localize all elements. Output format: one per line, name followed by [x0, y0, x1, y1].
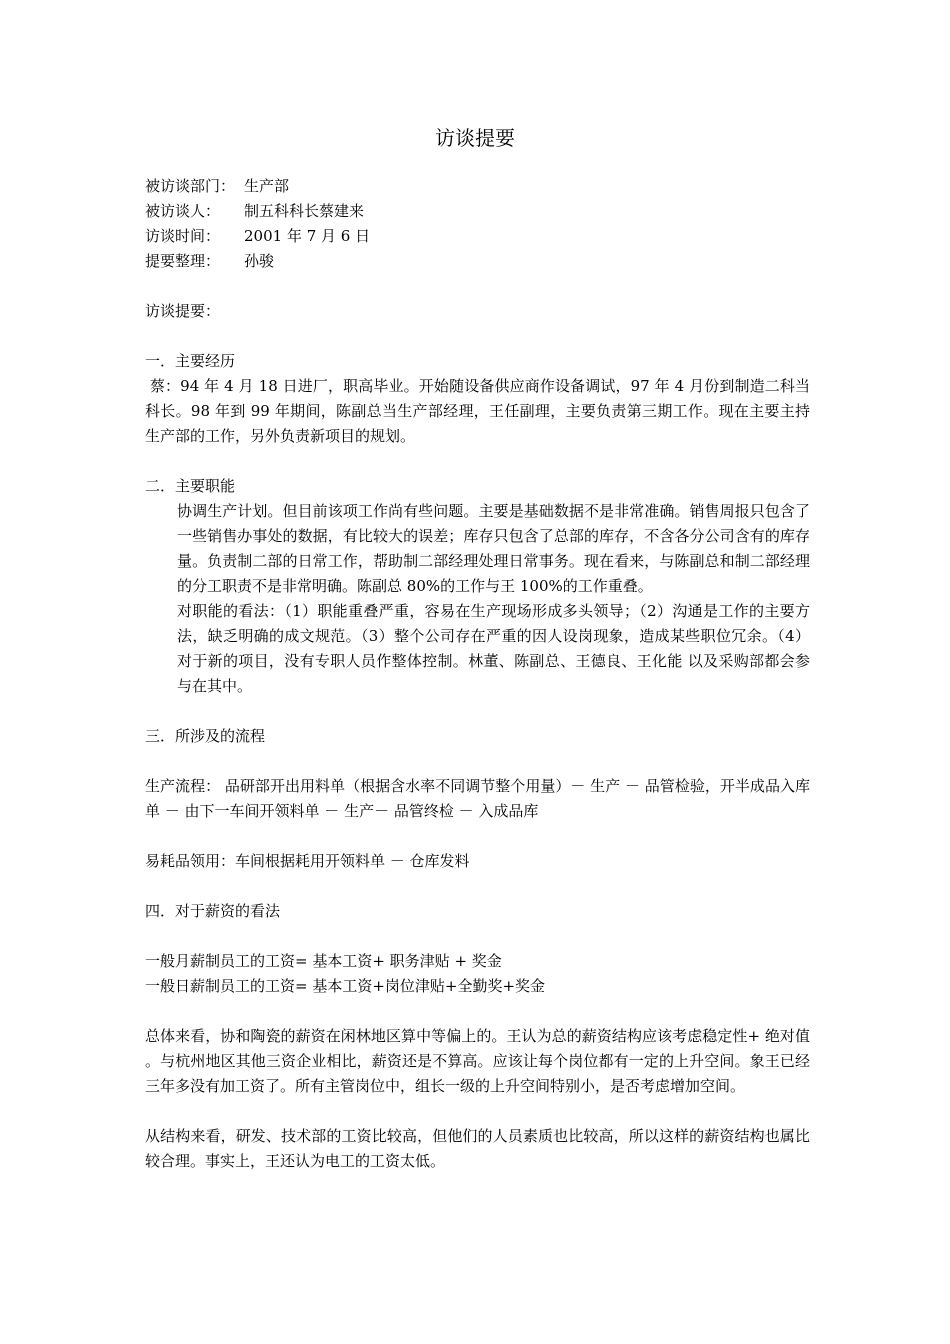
- meta-row-interviewee: [145, 199, 810, 224]
- meta-label: 被访谈部门：: [145, 177, 236, 195]
- meta-row-department: [145, 174, 810, 199]
- meta-value: 制五科科长蔡建来: [244, 202, 365, 220]
- summary-label: 访谈提要：: [145, 302, 221, 320]
- meta-label: 访谈时间：: [145, 227, 221, 245]
- meta-value: 2001 年 7 月 6 日: [244, 227, 371, 245]
- section-heading-salary: 四．对于薪资的看法: [145, 902, 281, 920]
- section-paragraph-duties: 协调生产计划。但目前该项工作尚有些问题。主要是基础数据不是非常准确。销售周报只包含了一些销售办事处的数据，有比较大的误差；库存只包含了总部的库存，不含各分公司含有的库存量。负责制二部的日常工作，帮助制二部经理处理日常事务。现在看来，与陈副总和制二部经理的分工职责不是非常明确。陈副总 80%的工作与王 100%的工作重叠。: [177, 502, 810, 595]
- salary-assessment-paragraph: 总体来看，协和陶瓷的薪资在闲林地区算中等偏上的。王认为总的薪资结构应该考虑稳定性+ 绝对值 。与杭州地区其他三资企业相比，薪资还是不算高。应该让每个岗位都有一定的上升空间。象王已经三年多没有加工资了。所有主管岗位中，组长一级的上升空间特别小，是否考虑增加空间。: [145, 1027, 810, 1095]
- salary-structure-paragraph: 从结构来看，研发、技术部的工资比较高，但他们的人员素质也比较高，所以这样的薪资结构也属比较合理。事实上，王还认为电工的工资太低。: [145, 1127, 810, 1170]
- production-flow: 生产流程： 品研部开出用料单（根据含水率不同调节整个用量）－ 生产 － 品管检验，开半成品入库单 － 由下一车间开领料单 － 生产－ 品管终检 － 入成品库: [145, 777, 810, 820]
- document-title: 访谈提要: [435, 126, 515, 150]
- meta-value: 孙骏: [244, 252, 275, 270]
- meta-row-compiler: [145, 249, 810, 274]
- section-heading-processes: 三．所涉及的流程: [145, 727, 266, 745]
- meta-block: [145, 174, 810, 274]
- salary-formula-monthly: 一般月薪制员工的工资= 基本工资+ 职务津贴 + 奖金: [145, 952, 502, 970]
- meta-row-date: [145, 224, 810, 249]
- salary-formula-daily: 一般日薪制员工的工资= 基本工资+岗位津贴+全勤奖+奖金: [145, 977, 546, 995]
- section-paragraph-experience: 蔡：94 年 4 月 18 日进厂，职高毕业。开始随设备供应商作设备调试，97 年 4 月份到制造二科当科长。98 年到 99 年期间，陈副总当生产部经理，王任副理，主要负责第三期工作。现在主要主持生产部的工作，另外负责新项目的规划。: [145, 377, 810, 445]
- meta-value: 生产部: [244, 177, 290, 195]
- meta-label: 被访谈人：: [145, 202, 221, 220]
- section-heading-experience: 一．主要经历: [145, 352, 236, 370]
- section-heading-duties: 二．主要职能: [145, 477, 236, 495]
- duties-block: [145, 499, 810, 699]
- document-body: [145, 174, 810, 1174]
- meta-label: 提要整理：: [145, 252, 221, 270]
- section-paragraph-duty-views: 对职能的看法：（1）职能重叠严重，容易在生产现场形成多头领导；（2）沟通是工作的主要方法，缺乏明确的成文规范。（3）整个公司存在严重的因人设岗现象，造成某些职位冗余。（4）对于新的项目，没有专职人员作整体控制。林董、陈副总、王德良、王化能 以及采购部都会参与在其中。: [177, 602, 810, 695]
- consumables-flow: 易耗品领用：车间根据耗用开领料单 － 仓库发料: [145, 852, 470, 870]
